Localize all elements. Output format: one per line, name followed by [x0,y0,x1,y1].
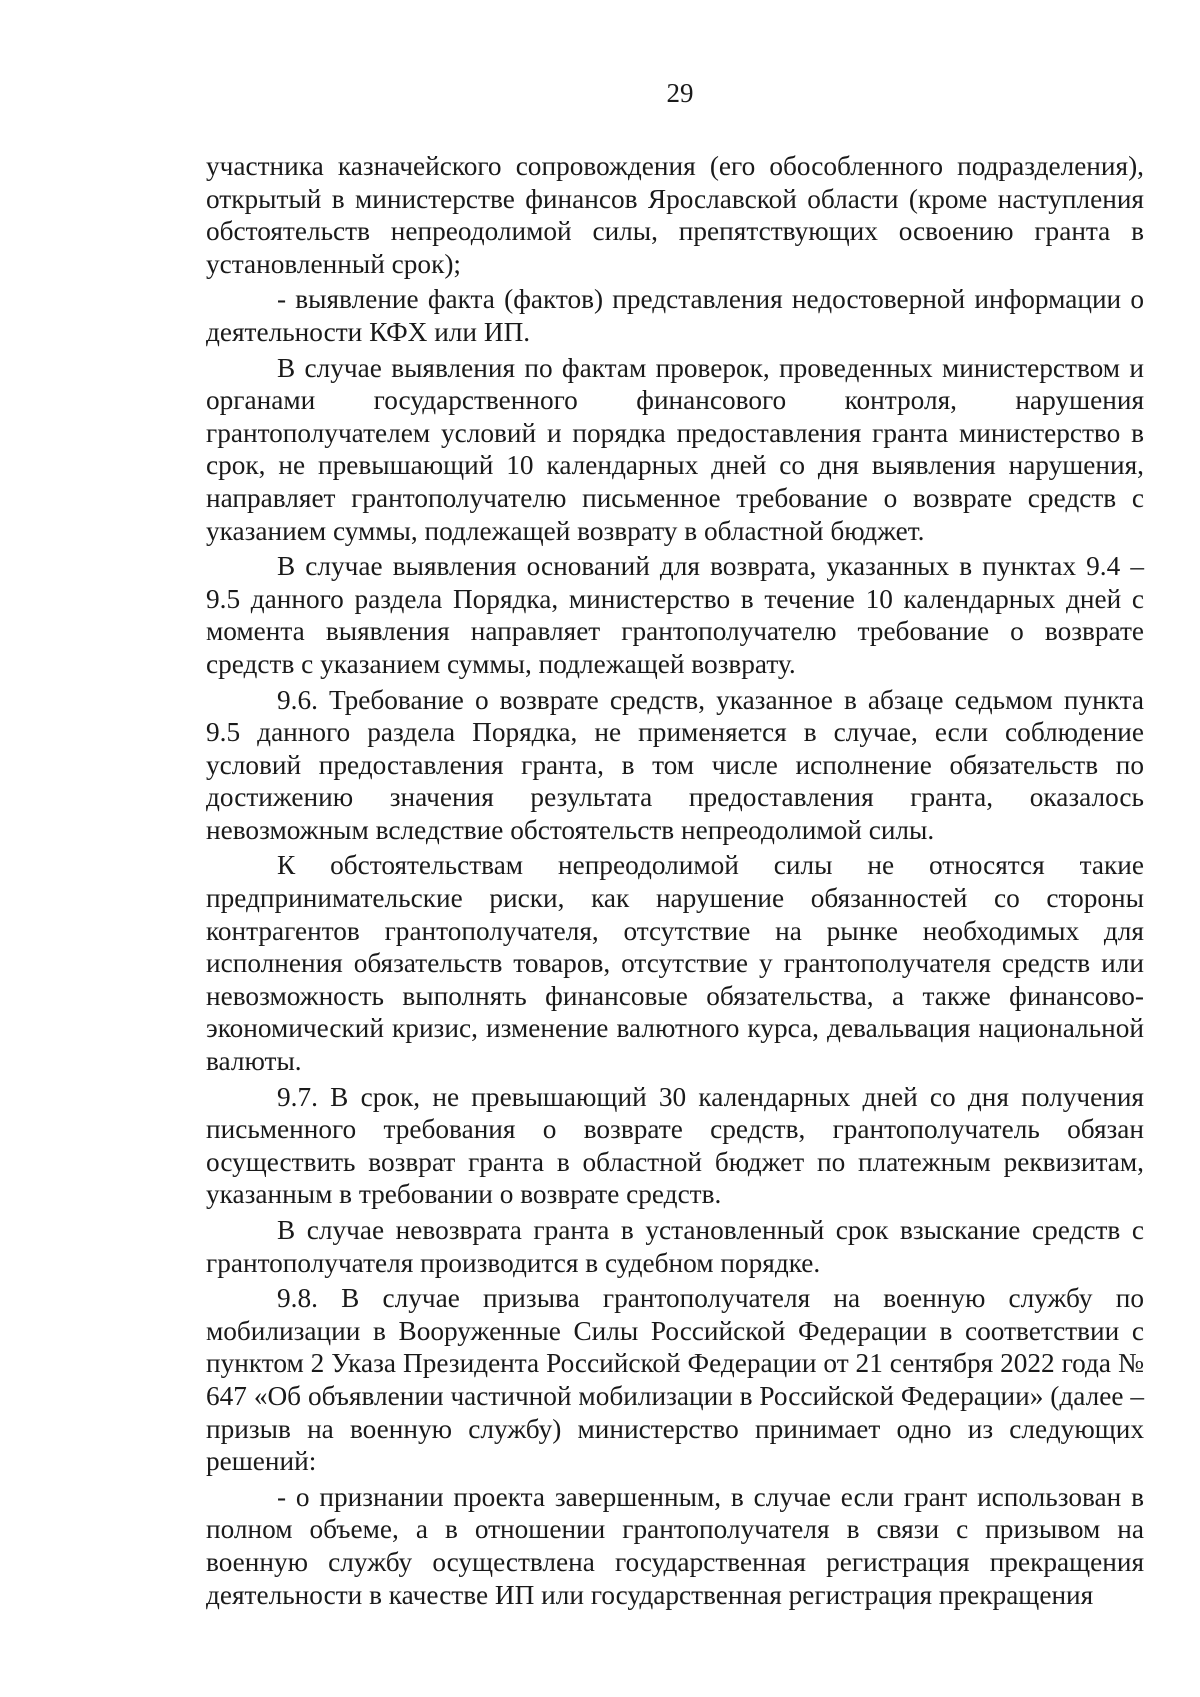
paragraph-3: В случае выявления по фактам проверок, проведенных министерством и органами государственного финансового контроля, нарушения грантополучателем условий и порядка предоставления гранта министерство в срок, не превышающий 10 календарных дней со дня выявления нарушения, направляет грантополучателю письменное требование о возврате средств с указанием суммы, подлежащей возврату в областной бюджет. [206,352,1144,546]
page-number: 29 [666,78,694,108]
paragraph-8: В случае невозврата гранта в установленный срок взыскание средств с грантополучателя производится в судебном порядке. [206,1215,1144,1278]
body-text [206,150,1144,1614]
paragraph-1: участника казначейского сопровождения (его обособленного подразделения), открытый в министерстве финансов Ярославской области (кроме наступления обстоятельств непреодолимой силы, препятствующих освоению гранта в установленный срок); [206,151,1144,279]
paragraph-4: В случае выявления оснований для возврата, указанных в пунктах 9.4 – 9.5 данного раздела Порядка, министерство в течение 10 календарных дней с момента выявления направляет грантополучателю требование о возврате средств с указанием суммы, подлежащей возврату. [206,551,1144,679]
paragraph-6: К обстоятельствам непреодолимой силы не относятся такие предпринимательские риски, как нарушение обязанностей со стороны контрагентов грантополучателя, отсутствие на рынке необходимых для исполнения обязательств товаров, отсутствие у грантополучателя средств или невозможность выполнять финансовые обязательства, а также финансово-экономический кризис, изменение валютного курса, девальвация национальной валюты. [206,850,1144,1077]
paragraph-10: - о признании проекта завершенным, в случае если грант использован в полном объеме, а в отношении грантополучателя в связи с призывом на военную службу осуществлена государственная регистрация прекращения деятельности в качестве ИП или государственная регистрация прекращения [206,1481,1144,1610]
paragraph-9: 9.8. В случае призыва грантополучателя на военную службу по мобилизации в Вооруженные Силы Российской Федерации в соответствии с пунктом 2 Указа Президента Российской Федерации от 21 сентября 2022 года № 647 «Об объявлении частичной мобилизации в Российской Федерации» (далее – призыв на военную службу) министерство принимает одно из следующих решений: [206,1283,1144,1477]
paragraph-7: 9.7. В срок, не превышающий 30 календарных дней со дня получения письменного требования о возврате средств, грантополучатель обязан осуществить возврат гранта в областной бюджет по платежным реквизитам, указанным в требовании о возврате средств. [206,1081,1144,1210]
paragraph-5: 9.6. Требование о возврате средств, указанное в абзаце седьмом пункта 9.5 данного раздела Порядка, не применяется в случае, если соблюдение условий предоставления гранта, в том числе исполнение обязательств по достижению значения результата предоставления гранта, оказалось невозможным вследствие обстоятельств непреодолимой силы. [206,684,1144,845]
paragraph-2: - выявление факта (фактов) представления недостоверной информации о деятельности КФХ или ИП. [206,284,1144,347]
